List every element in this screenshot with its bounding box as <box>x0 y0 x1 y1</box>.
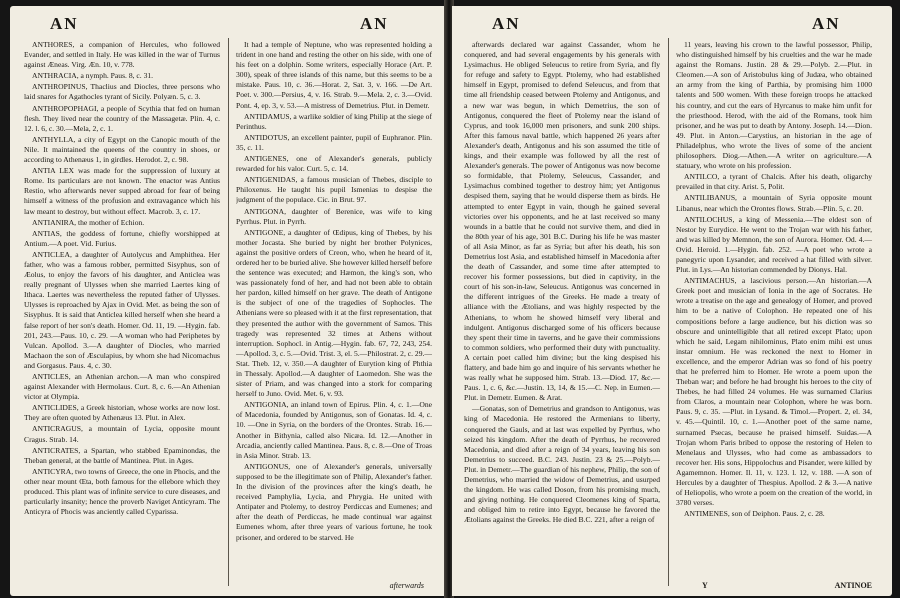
dictionary-entry: ANTIGONIA, an inland town of Epirus. Plin. 4, c. 1.—One of Macedonia, founded by Antigonus, son of Gonatas. Id. 4, c. 10. —One in Syria, on the borders of the Orontes. Strab. 16.—Another in Bithynia, called also Nicæa. Id. 12.—Another in Arcadia, anciently called Mantinea. Paus. 8, c. 8.—One of Troas in Asia Minor. Strab. 13. <box>236 400 432 460</box>
dictionary-entry: ANTHORES, a companion of Hercules, who followed Evander, and settled in Italy. He was killed in the war of Turnus against Æneas. Virg. Æn. 10, v. 778. <box>24 40 220 70</box>
dictionary-entry: ANTHYLLA, a city of Egypt on the Canopic mouth of the Nile. It maintained the queens of the country in shoes, or according to Athenæus 1, in girdles. Herodot. 2, c. 98. <box>24 134 220 165</box>
dictionary-entry: ANTICLIDES, a Greek historian, whose works are now lost. They are often quoted by Athenæus 13. Plut. in Alex. <box>24 403 220 423</box>
left-page-column-2 <box>236 40 432 588</box>
right-page-catchword: ANTINOE <box>834 581 872 590</box>
left-page-header-left: AN <box>50 14 79 33</box>
dictionary-entry: ANTILIBANUS, a mountain of Syria opposite mount Libanus, near which the Orontes flows. Strab.—Plin. 5, c. 20. <box>676 193 872 213</box>
dictionary-entry: ANTIGENIDAS, a famous musician of Thebes, disciple to Philoxenus. He taught his pupil Ismenias to despise the judgment of the populace. Cic. in Brut. 97. <box>236 175 432 205</box>
dictionary-entry: ANTHROPOPHAGI, a people of Scythia that fed on human flesh. They lived near the country of the Massagetæ. Plin. 4, c. 12. l. 6, c. 30.—Mela, 2, c. 1. <box>24 103 220 133</box>
dictionary-entry: It had a temple of Neptune, who was represented holding a trident in one hand and resting the other on his side, with one of his feet on a dolphin. Some writers, especially Horace (Art. P. 300), speak of three islands of this name, but this seems to be a mistake. Paus. 10, c. 36.—Horat. 2, Sat. 3, v. 166. —De Art. Poet. v. 300.—Persius, 4, v. 16. Strab. 9.—Mela. 2, c. 3.—Ovid. Pont. 4, ep. 3, v. 53.—A mistress of Demetrius. Plut. in Demetr. <box>236 40 432 110</box>
dictionary-entry: ANTHRACIA, a nymph. Paus. 8, c. 31. <box>32 71 154 81</box>
dictionary-entry: ANTIAS, the goddess of fortune, chiefly worshipped at Antium.—A poet. Vid. Furius. <box>24 228 220 248</box>
dictionary-entry: ANTIMENES, son of Deiphon. Paus. 2, c. 28. <box>684 509 825 519</box>
left-page-header-right: AN <box>360 14 389 33</box>
dictionary-entry: ANTIGONE, a daughter of Œdipus, king of Thebes, by his mother Jocasta. She buried by night her brother Polynices, against the positive orders of Creon, who, when he heard of it, ordered her to be buried alive. She however killed herself before the sentence was executed; and Hæmon, the king's son, who was passionately fond of her, and had not been able to obtain her pardon, killed himself on her grave. The death of Antigone is the subject of one of the tragedies of Sophocles. The Athenians were so pleased with it at the first representation, that they presented the author with the government of Samos. This tragedy was represented 32 times at Athens without interruption. Sophocl. in Antig.—Hygin. fab. 67, 72, 243, 254.—Apollod. 3, c. 5.—Ovid. Trist. 3, el. 5.—Philostrat. 2, c. 29.—Stat. Theb. 12, v. 350.—A daughter of Eurytion king of Phthia in Thessaly. Apollod.—A daughter of Laomedon. She was the sister of Priam, and was changed into a stork for comparing herself to Juno. Ovid. Met. 6, v. 93. <box>236 227 432 399</box>
dictionary-entry: ANTIA LEX was made for the suppression of luxury at Rome. Its particulars are not known. The enactor was Antius Restio, who afterwards never supped abroad for fear of being himself a witness of the profusion and extravagance which his law meant to destroy, but without effect. Macrob. 3, c. 17. <box>24 166 220 216</box>
dictionary-entry: ANTIGENES, one of Alexander's generals, publicly rewarded for his valor. Curt. 5, c. 14. <box>236 154 432 174</box>
right-page <box>452 6 892 596</box>
dictionary-entry: ANTIDAMUS, a warlike soldier of king Philip at the siege of Perinthus. <box>236 111 432 131</box>
column-rule <box>228 38 229 586</box>
right-page-column-1 <box>464 40 660 588</box>
dictionary-entry: ANTIGONA, daughter of Berenice, was wife to king Pyrrhus. Plut. in Pyrrh. <box>236 206 432 226</box>
right-page-header-left: AN <box>492 14 521 33</box>
left-page <box>10 6 446 596</box>
left-page-column-1 <box>24 40 220 588</box>
dictionary-entry: ANTILOCHUS, a king of Messenia.—The eldest son of Nestor by Eurydice. He went to the Trojan war with his father, and was killed by Memnon, the son of Aurora. Homer. Od. 4.—Ovid. Heroid. 1.—Hygin. fab. 252. —A poet who wrote a panegyric upon Lysander, and received a hat filled with silver. Plut. in Lys.—An historian commended by Dionys. Hal. <box>676 214 872 275</box>
dictionary-entry: ANTIANIRA, the mother of Echion. <box>32 217 145 227</box>
column-rule <box>668 38 669 586</box>
dictionary-entry: ANTICYRA, two towns of Greece, the one in Phocis, and the other near mount Œta, both famous for the ellebore which they produced. This plant was of infinite service to cure diseases, and particularly insanity; hence the proverb Naviget Anticyram. The Anticyra of Phocis was anciently called Cyparissa. <box>24 466 220 517</box>
dictionary-entry: ANTICRATES, a Spartan, who stabbed Epaminondas, the Theban general, at the battle of Mantinea. Plut. in Ages. <box>24 445 220 465</box>
dictionary-entry: ANTICLEA, a daughter of Autolycus and Amphithea. Her father, who was a famous robber, permitted Sisyphus, son of Æolus, to enjoy the favors of his daughter, and Anticlea was really pregnant of Ulysses when she married Laertes king of Ithaca. Laertes was nevertheless the reputed father of Ulysses. Ulysses is reproached by Ajax in Ovid. Met. as being the son of Sisyphus. It is said that Anticlea killed herself when she heard a false report of her son's death. Homer. Od. 11, 19. —Hygin. fab. 201, 243.—Paus. 10, c. 29. —A woman who had Periphetes by Vulcan. Apollod. 3.—A daughter of Diocles, who married Machaon the son of Æsculapius, by whom she had Nicomachus and Gorgasus. Paus. 4, c. 30. <box>24 249 220 370</box>
dictionary-entry: ANTIMACHUS, a lascivious person.—An historian.—A Greek poet and musician of Ionia in the age of Socrates. He wrote a treatise on the age and genealogy of Homer, and proved him to be a native of Colophon. He repeated one of his compositions before a large audience, but his diction was so obscure and unintelligible that all retired except Plato; upon which he said, Legam nihilominus, Plato enim mihi est unus instar omnium. He was reckoned the next to Homer in excellence, and the emperor Adrian was so fond of his poetry that he preferred him to Homer. He wrote a poem upon the Theban war; and before he had brought his heroes to the city of Thebes, he had filled 24 volumes. He was surnamed Clarius from Claros, a mountain near Colophon, where he was born. Paus. 9, c. 35. —Plut. in Lysand. & Timol.—Propert. 2, el. 34, v. 45.—Quintil. 10, c. 1.—Another poet of the same name, surnamed Psecas, because he praised himself. Suidas.—A Trojan whom Paris bribed to oppose the restoring of Helen to Menelaus and Ulysses, who had come as ambassadors to recover her. His sons, Hippolochus and Pisander, were killed by Agamemnon. Homer. Il. 11, v. 123. l. 12, v. 188. —A son of Hercules by a daughter of Thespius. Apollod. 2 & 3.—A native of Heliopolis, who wrote a poem on the creation of the world, in 3780 verses. <box>676 276 872 508</box>
dictionary-entry: ANTICRAGUS, a mountain of Lycia, opposite mount Cragus. Strab. 14. <box>24 424 220 444</box>
left-page-catchword: afterwards <box>389 581 424 590</box>
dictionary-entry: ANTHROPINUS, Thaclius and Diocles, three persons who laid snares for Agathocles tyrant of Sicily. Polyæn. 5, c. 3. <box>24 82 220 102</box>
dictionary-entry: —Gonatas, son of Demetrius and grandson to Antigonus, was king of Macedonia. He restored the Armenians to liberty, conquered the Gauls, and at last was expelled by Pyrrhus, who seized his kingdom. After the death of Pyrrhus, he recovered Macedonia, and died after a reign of 34 years, leaving his son Demetrius to succeed. B.C. 243. Justin. 23 & 25.—Polyb.—Plut. in Demetr.—The guardian of his nephew, Philip, the son of Demetrius, who married the widow of Demetrius, and usurped the kingdom. He was called Doson, from his promising much, and giving nothing. He conquered Cleomenes king of Sparta, and obliged him to retire into Egypt, because he favored the Ætolians against the Greeks. He died B.C. 221, after a reign of <box>464 404 660 525</box>
right-page-header-right: AN <box>812 14 841 33</box>
dictionary-entry: afterwards declared war against Cassander, whom he conquered, and had several engagements by his generals with Lysimachus. He obliged Seleucus to retire from Syria, and fly for refuge and safety to Egypt. Ptolemy, who had established himself in Egypt, promised to defend Seleucus, and from that time all friendship ceased between Ptolemy and Antigonus, and a new war was begun, in which Demetrius, the son of Antigonus, conquered the fleet of Ptolemy near the island of Cyprus, and took 16,000 men prisoners, and sunk 200 ships. After this famous naval battle, which happened 26 years after Alexander's death, Antigonus and his son assumed the title of kings, and their example was followed by all the rest of Alexander's generals. The power of Antigonus was now become so formidable, that Ptolemy, Seleucus, Cassander, and Lysimachus combined together to destroy him; yet Antigonus despised them, saying that he would disperse them as birds. He attempted to enter Egypt in vain, though he gained several victories over his opponents, and he at last received so many wounds in a battle that he could not survive them, and died in the 80th year of his age, 301 B.C. During his life he was master of all Asia Minor, as far as Syria; but after his death, his son Demetrius lost Asia, and established himself in Macedonia after the death of Cassander, and some time after attempted to recover his former possessions, but died in captivity, in the court of his son-in-law, Seleucus. Antigonus was concerned in the different intrigues of the Greeks. He made a treaty of alliance with the Ætolians, and was highly respected by the Athenians, to whom he showed himself very liberal and indulgent. Antigonus discharged some of his officers because they spent their time in taverns, and he gave their commissions to common soldiers, who performed their duty with punctuality. A certain poet called him divine; but the king despised his flattery, and bade him go and inquire of his servants whether he was really what he supposed him. Strab. 13.—Diod. 17, &c.—Paus. 1, c. 6, &c.—Justin. 13, 14, & 15.—C. Nep. in Eumen.—Plut. in Demetr. Eumen. & Arat. <box>464 40 660 403</box>
dictionary-entry: ANTILCO, a tyrant of Chalcis. After his death, oligarchy prevailed in that city. Arist. 5, Polit. <box>676 172 872 192</box>
dictionary-entry: ANTICLES, an Athenian archon.—A man who conspired against Alexander with Hermolaus. Curt. 8, c. 6.—An Athenian victor at Olympia. <box>24 372 220 402</box>
dictionary-entry: ANTIGONUS, one of Alexander's generals, universally supposed to be the illegitimate son of Philip, Alexander's father. In the division of the provinces after the king's death, he received Pamphylia, Lycia, and Phrygia. He united with Antipater and Ptolemy, to destroy Perdiccas and Eumenes; and after the death of Perdiccas, he made continual war against Eumenes whom, after three years of various fortune, he took prisoner, and ordered to be starved. He <box>236 461 432 542</box>
dictionary-entry: ANTIDOTUS, an excellent painter, pupil of Euphranor. Plin. 35, c. 11. <box>236 132 432 152</box>
right-page-signature-mark: Y <box>702 581 708 590</box>
right-page-column-2 <box>676 40 872 588</box>
dictionary-entry: 11 years, leaving his crown to the lawful possessor, Philip, who distinguished himself by his cruelties and the war he made against the Romans. Justin. 28 & 29.—Polyb. 2.—Plut. in Cleomen.—A son of Aristobulus king of Judæa, who obtained an army from the king of Parthia, by promising him 1000 talents and 500 women. With these foreign troops he attacked his country, and cut the ears of Hyrcanus to make him unfit for the priesthood. Herod, with the aid of the Romans, took him prisoner, and he was put to death by Antony. Joseph. 14.—Dion. 49. Plut. in Anton.—Carystius, an historian in the age of Philadelphus, who wrote the lives of some of the ancient philosophers. Diog.—Athen.—A writer on agriculture.—A statuary, who wrote on his profession. <box>676 40 872 171</box>
